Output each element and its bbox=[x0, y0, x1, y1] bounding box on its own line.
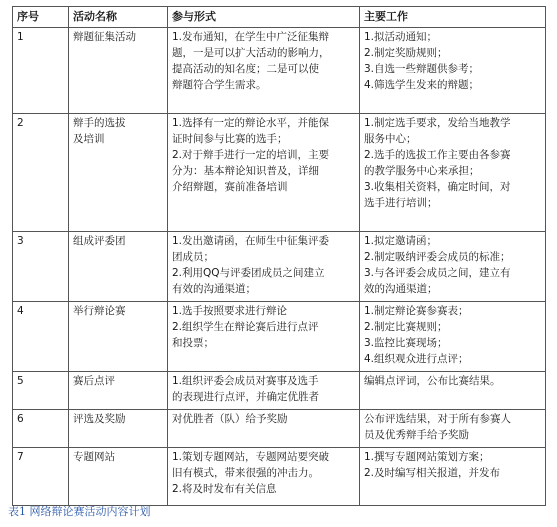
cell-main-work-line: 3.自选一些辩题供参考； bbox=[364, 63, 480, 75]
table-row bbox=[13, 448, 546, 506]
table-header-row bbox=[13, 7, 546, 28]
table-row bbox=[13, 372, 546, 410]
cell-main-work bbox=[360, 372, 546, 410]
cell-participation-form-line: 1.发布通知，在学生中广泛征集辩 bbox=[172, 31, 330, 43]
cell-participation-form bbox=[168, 302, 360, 372]
cell-participation-form-line: 证时间参与比赛的选手； bbox=[172, 133, 288, 145]
cell-participation-form-line: 和投票； bbox=[172, 337, 214, 349]
cell-participation-form-line: 2.将及时发布有关信息 bbox=[172, 483, 277, 495]
cell-activity-name-line: 组成评委团 bbox=[73, 235, 126, 247]
cell-participation-form-line: 分为：基本辩论知识普及，详细 bbox=[172, 165, 319, 177]
cell-participation-form-line: 2.组织学生在辩论赛后进行点评 bbox=[172, 321, 319, 333]
cell-number: 7 bbox=[13, 448, 69, 506]
cell-participation-form bbox=[168, 28, 360, 114]
cell-main-work-line: 2.及时编写相关报道，并发布 bbox=[364, 467, 501, 479]
cell-activity-name-line: 辩手的选拔 bbox=[73, 117, 126, 129]
cell-main-work-line: 2.选手的选拔工作主要由各参赛 bbox=[364, 149, 511, 161]
cell-main-work-line: 1.制定辩论赛参赛表； bbox=[364, 305, 469, 317]
cell-main-work-line: 编辑点评词，公布比赛结果。 bbox=[364, 375, 501, 387]
cell-participation-form-line: 辩题符合学生需求。 bbox=[172, 79, 267, 91]
cell-activity-name-line: 专题网站 bbox=[73, 451, 115, 463]
table-row bbox=[13, 114, 546, 232]
cell-main-work bbox=[360, 28, 546, 114]
cell-main-work-line: 1.撰写专题网站策划方案； bbox=[364, 451, 490, 463]
cell-activity-name-line: 举行辩论赛 bbox=[73, 305, 126, 317]
cell-participation-form-line: 提高活动的知名度；二是可以使 bbox=[172, 63, 319, 75]
cell-main-work-line: 2.制定吸纳评委会成员的标准； bbox=[364, 251, 511, 263]
cell-main-work bbox=[360, 410, 546, 448]
cell-main-work-line: 服务中心； bbox=[364, 133, 417, 145]
cell-number: 2 bbox=[13, 114, 69, 232]
cell-main-work-line: 2.制定比赛规则； bbox=[364, 321, 448, 333]
cell-activity-name-line: 辩题征集活动 bbox=[73, 31, 136, 43]
cell-activity-name bbox=[69, 302, 168, 372]
header-number: 序号 bbox=[13, 7, 69, 28]
cell-participation-form-line: 有效的沟通渠道； bbox=[172, 283, 256, 295]
cell-participation-form-line: 介绍辩题，赛前准备培训 bbox=[172, 181, 288, 193]
cell-participation-form bbox=[168, 410, 360, 448]
cell-activity-name-line: 评选及奖励 bbox=[73, 413, 126, 425]
cell-number: 1 bbox=[13, 28, 69, 114]
cell-activity-name bbox=[69, 232, 168, 302]
cell-participation-form bbox=[168, 448, 360, 506]
cell-activity-name bbox=[69, 28, 168, 114]
cell-number: 3 bbox=[13, 232, 69, 302]
cell-number: 5 bbox=[13, 372, 69, 410]
cell-main-work-line: 2.制定奖励规则； bbox=[364, 47, 448, 59]
cell-main-work-line: 员及优秀辩手给予奖励 bbox=[364, 429, 469, 441]
cell-participation-form-line: 1.选手按照要求进行辩论 bbox=[172, 305, 288, 317]
cell-participation-form-line: 2.利用QQ与评委团成员之间建立 bbox=[172, 267, 325, 279]
cell-participation-form-line: 对优胜者（队）给予奖励 bbox=[172, 413, 288, 425]
cell-number: 6 bbox=[13, 410, 69, 448]
cell-activity-name bbox=[69, 410, 168, 448]
cell-participation-form bbox=[168, 232, 360, 302]
cell-main-work bbox=[360, 302, 546, 372]
cell-participation-form-line: 1.选择有一定的辩论水平，并能保 bbox=[172, 117, 330, 129]
cell-main-work bbox=[360, 114, 546, 232]
cell-participation-form-line: 旧有模式，带来很强的冲击力。 bbox=[172, 467, 319, 479]
cell-main-work-line: 1.拟活动通知； bbox=[364, 31, 438, 43]
cell-participation-form bbox=[168, 372, 360, 410]
cell-participation-form-line: 题，一是可以扩大活动的影响力， bbox=[172, 47, 330, 59]
table-caption: 表1 网络辩论赛活动内容计划 bbox=[8, 505, 151, 518]
cell-participation-form-line: 的表现进行点评，并确定优胜者 bbox=[172, 391, 319, 403]
cell-participation-form bbox=[168, 114, 360, 232]
cell-main-work-line: 3.监控比赛现场； bbox=[364, 337, 448, 349]
cell-main-work-line: 1.制定选手要求，发给当地教学 bbox=[364, 117, 511, 129]
cell-activity-name bbox=[69, 448, 168, 506]
cell-main-work-line: 4.筛选学生发来的辩题； bbox=[364, 79, 480, 91]
cell-activity-name bbox=[69, 114, 168, 232]
header-activity-name: 活动名称 bbox=[69, 7, 168, 28]
cell-main-work-line: 4.组织观众进行点评； bbox=[364, 353, 469, 365]
table-row bbox=[13, 28, 546, 114]
cell-activity-name bbox=[69, 372, 168, 410]
cell-main-work-line: 的教学服务中心来承担； bbox=[364, 165, 480, 177]
cell-participation-form-line: 2.对于辩手进行一定的培训，主要 bbox=[172, 149, 330, 161]
cell-activity-name-line: 赛后点评 bbox=[73, 375, 115, 387]
cell-activity-name-line: 及培训 bbox=[73, 133, 105, 145]
cell-main-work-line: 选手进行培训； bbox=[364, 197, 438, 209]
cell-participation-form-line: 1.策划专题网站，专题网站要突破 bbox=[172, 451, 330, 463]
cell-main-work-line: 3.收集相关资料，确定时间，对 bbox=[364, 181, 511, 193]
cell-main-work bbox=[360, 448, 546, 506]
cell-participation-form-line: 1.组织评委会成员对赛事及选手 bbox=[172, 375, 319, 387]
header-main-work: 主要工作 bbox=[360, 7, 546, 28]
table-row bbox=[13, 232, 546, 302]
cell-main-work-line: 1.拟定邀请函； bbox=[364, 235, 438, 247]
cell-main-work-line: 效的沟通渠道； bbox=[364, 283, 438, 295]
cell-participation-form-line: 1.发出邀请函，在师生中征集评委 bbox=[172, 235, 330, 247]
cell-participation-form-line: 团成员； bbox=[172, 251, 214, 263]
cell-main-work bbox=[360, 232, 546, 302]
table-row bbox=[13, 410, 546, 448]
header-participation-form: 参与形式 bbox=[168, 7, 360, 28]
cell-main-work-line: 公布评选结果，对于所有参赛人 bbox=[364, 413, 511, 425]
cell-number: 4 bbox=[13, 302, 69, 372]
cell-main-work-line: 3.与各评委会成员之间，建立有 bbox=[364, 267, 511, 279]
activity-plan-table bbox=[12, 6, 546, 506]
table-row bbox=[13, 302, 546, 372]
